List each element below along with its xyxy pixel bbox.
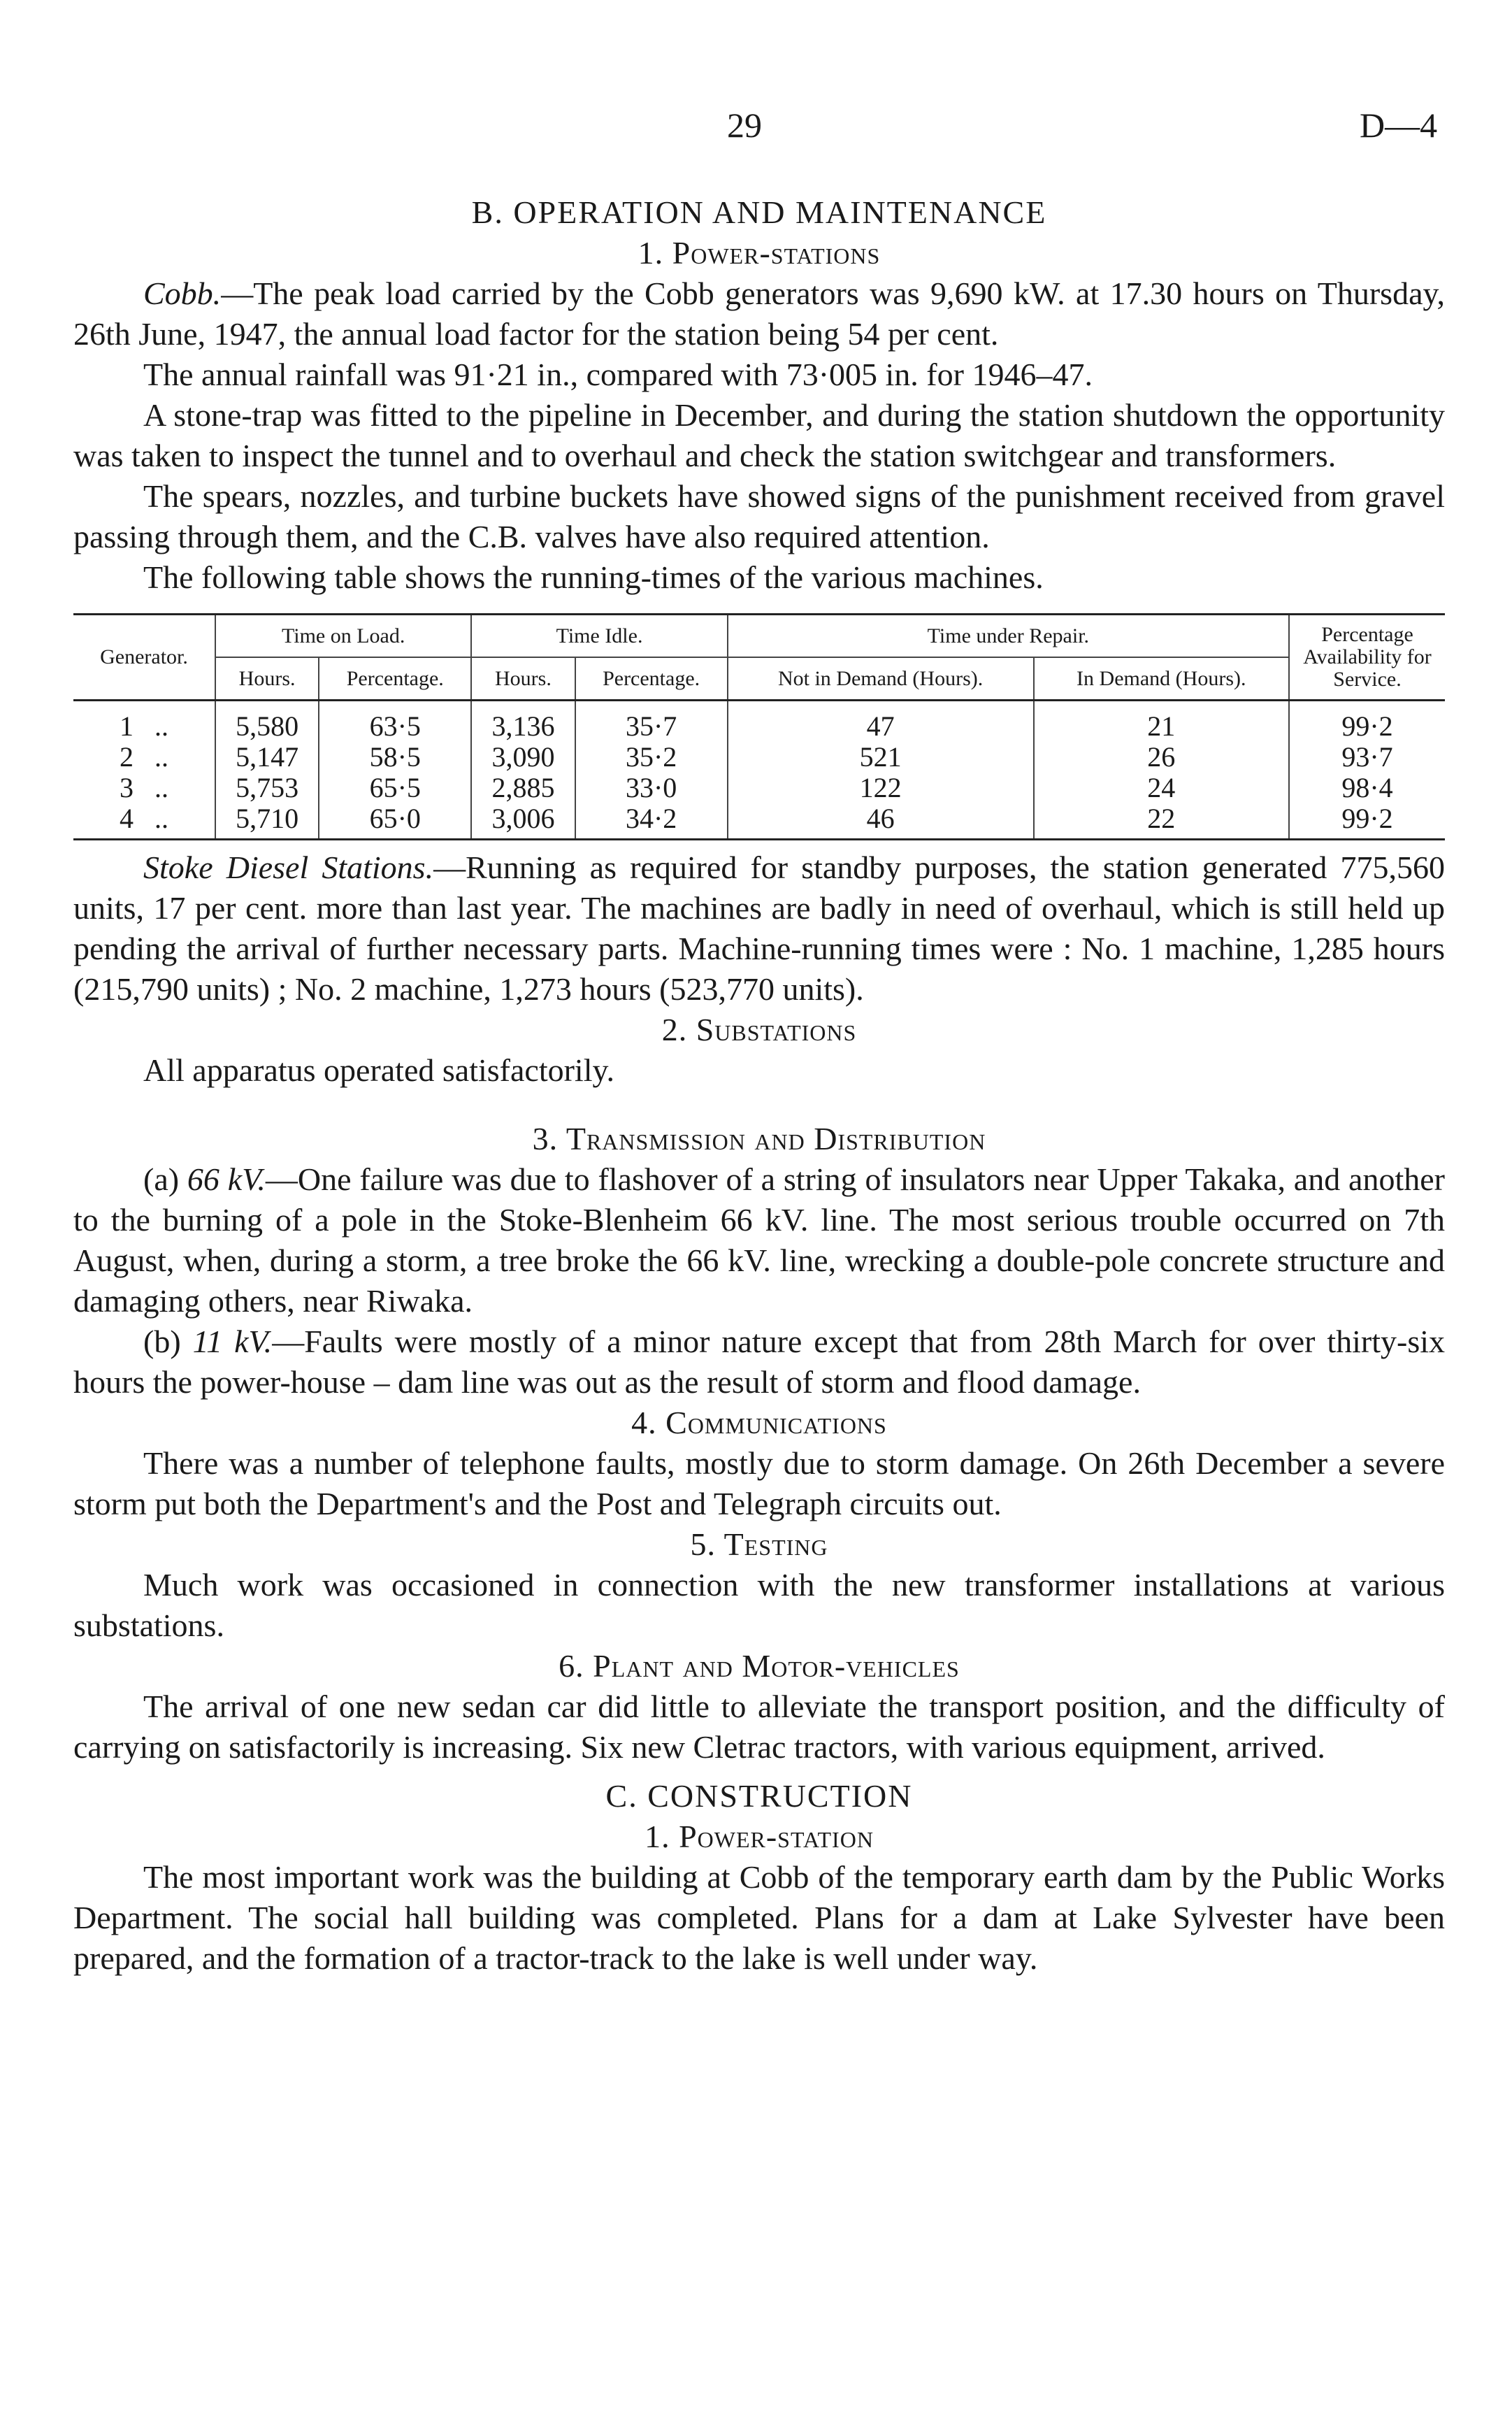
load-percentage: 58·5 (319, 742, 471, 773)
col-time-idle: Time Idle. (471, 615, 727, 658)
plant-paragraph: The arrival of one new sedan car did little to alleviate the transport position, and the difficulty of carrying on satisfactorily is increasing. Six new Cletrac tractors, with various equipment, arrived. (73, 1689, 1445, 1765)
item-a-lead: 66 kV. (187, 1161, 266, 1197)
running-times-table (73, 613, 1445, 840)
leader-dots: .. (154, 710, 168, 742)
power-stations-heading: 1. Power-stations (638, 235, 881, 271)
cobb-paragraph (73, 273, 1445, 354)
page-body (73, 105, 1445, 1979)
col-time-on-load: Time on Load. (215, 615, 471, 658)
item-a-label: (a) (143, 1161, 180, 1197)
idle-hours: 2,885 (471, 773, 575, 803)
load-hours: 5,147 (215, 742, 319, 773)
col-idle-percentage: Percentage. (575, 657, 728, 701)
col-load-percentage: Percentage. (319, 657, 471, 701)
load-percentage: 63·5 (319, 701, 471, 743)
col-not-in-demand: Not in Demand (Hours). (728, 657, 1034, 701)
availability-percentage: 98·4 (1289, 773, 1445, 803)
not-in-demand-hours: 521 (728, 742, 1034, 773)
item-a-text: —One failure was due to flashover of a string of insulators near Upper Takaka, and another to the burning of a pole in the Stoke-Blenheim 66 kV. line. The most serious trouble occurred on 7th August, when, during a storm, a tree broke the 66 kV. line, wrecking a double-pole concrete structure and damaging others, near Riwaka. (73, 1161, 1445, 1319)
idle-percentage: 35·7 (575, 701, 728, 743)
communications-heading: 4. Communications (631, 1405, 887, 1440)
communications-paragraph: There was a number of telephone faults, mostly due to storm damage. On 26th December a severe storm put both the Department's and the Post and Telegraph circuits out. (73, 1445, 1445, 1521)
transmission-11kv-paragraph (73, 1321, 1445, 1403)
leader-dots: .. (154, 803, 168, 834)
idle-hours: 3,006 (471, 803, 575, 840)
power-station-heading: 1. Power-station (645, 1819, 874, 1854)
spears-paragraph: The spears, nozzles, and turbine buckets have showed signs of the punishment received from gravel passing through them, and the C.B. valves have also required attention. (73, 478, 1445, 554)
rainfall-paragraph: The annual rainfall was 91·21 in., compared with 73·005 in. for 1946–47. (143, 357, 1093, 392)
transmission-66kv-paragraph (73, 1159, 1445, 1321)
item-b-lead: 11 kV. (192, 1324, 273, 1359)
load-percentage: 65·5 (319, 773, 471, 803)
in-demand-hours: 21 (1034, 701, 1289, 743)
idle-percentage: 35·2 (575, 742, 728, 773)
leader-dots: .. (154, 741, 168, 773)
substations-heading: 2. Substations (661, 1012, 857, 1047)
col-idle-hours: Hours. (471, 657, 575, 701)
load-hours: 5,580 (215, 701, 319, 743)
col-time-under-repair: Time under Repair. (728, 615, 1289, 658)
generator-number: 3 (120, 772, 134, 803)
section-b-title: B. OPERATION AND MAINTENANCE (471, 194, 1047, 230)
col-availability: Percentage Availability for Service. (1289, 615, 1445, 701)
load-hours: 5,753 (215, 773, 319, 803)
in-demand-hours: 24 (1034, 773, 1289, 803)
not-in-demand-hours: 122 (728, 773, 1034, 803)
col-load-hours: Hours. (215, 657, 319, 701)
table-row (73, 701, 1445, 743)
stoke-text: —Running as required for standby purposes, the station generated 775,560 units, 17 per cent. more than last year. The machines are badly in need of overhaul, which is still held up pending the arrival of further necessary parts. Machine-running times were : No. 1 machine, 1,285 hours (215,790 units) ; No. 2 machine, 1,273 hours (523,770 units). (73, 850, 1445, 1007)
page-number: 29 (727, 106, 762, 145)
plant-heading: 6. Plant and Motor-vehicles (559, 1648, 960, 1684)
substations-paragraph: All apparatus operated satisfactorily. (143, 1052, 614, 1088)
load-hours: 5,710 (215, 803, 319, 840)
cobb-text: —The peak load carried by the Cobb generators was 9,690 kW. at 17.30 hours on Thursday, 26th June, 1947, the annual load factor for the station being 54 per cent. (73, 275, 1445, 352)
testing-paragraph: Much work was occasioned in connection with the new transformer installations at various substations. (73, 1567, 1445, 1643)
availability-percentage: 99·2 (1289, 701, 1445, 743)
not-in-demand-hours: 46 (728, 803, 1034, 840)
item-b-label: (b) (143, 1324, 181, 1359)
idle-hours: 3,136 (471, 701, 575, 743)
table-intro-paragraph: The following table shows the running-times of the various machines. (143, 559, 1044, 595)
stone-trap-paragraph: A stone-trap was fitted to the pipeline in December, and during the station shutdown the opportunity was taken to inspect the tunnel and to overhaul and check the station switchgear and transformers. (73, 397, 1445, 473)
col-generator: Generator. (73, 615, 215, 701)
table-row (73, 742, 1445, 773)
generator-number: 2 (120, 741, 134, 773)
stoke-paragraph (73, 847, 1445, 1010)
availability-percentage: 93·7 (1289, 742, 1445, 773)
not-in-demand-hours: 47 (728, 701, 1034, 743)
cobb-lead: Cobb. (143, 275, 222, 311)
table-row (73, 773, 1445, 803)
testing-heading: 5. Testing (690, 1526, 828, 1562)
idle-hours: 3,090 (471, 742, 575, 773)
load-percentage: 65·0 (319, 803, 471, 840)
stoke-lead: Stoke Diesel Stations. (143, 850, 434, 885)
generator-number: 1 (120, 710, 134, 742)
document-reference: D—4 (1360, 106, 1438, 145)
construction-paragraph: The most important work was the building at Cobb of the temporary earth dam by the Public Works Department. The social hall building was completed. Plans for a dam at Lake Sylvester have been prepared, and the formation of a tractor-track to the lake is well under way. (73, 1859, 1445, 1976)
availability-percentage: 99·2 (1289, 803, 1445, 840)
section-c-title: C. CONSTRUCTION (605, 1778, 913, 1814)
leader-dots: .. (154, 772, 168, 803)
col-in-demand: In Demand (Hours). (1034, 657, 1289, 701)
table-row (73, 803, 1445, 840)
in-demand-hours: 26 (1034, 742, 1289, 773)
generator-number: 4 (120, 803, 134, 834)
idle-percentage: 33·0 (575, 773, 728, 803)
item-b-text: —Faults were mostly of a minor nature except that from 28th March for over thirty-six hours the power-house – dam line was out as the result of storm and flood damage. (73, 1324, 1446, 1400)
transmission-heading: 3. Transmission and Distribution (532, 1121, 986, 1156)
in-demand-hours: 22 (1034, 803, 1289, 840)
idle-percentage: 34·2 (575, 803, 728, 840)
